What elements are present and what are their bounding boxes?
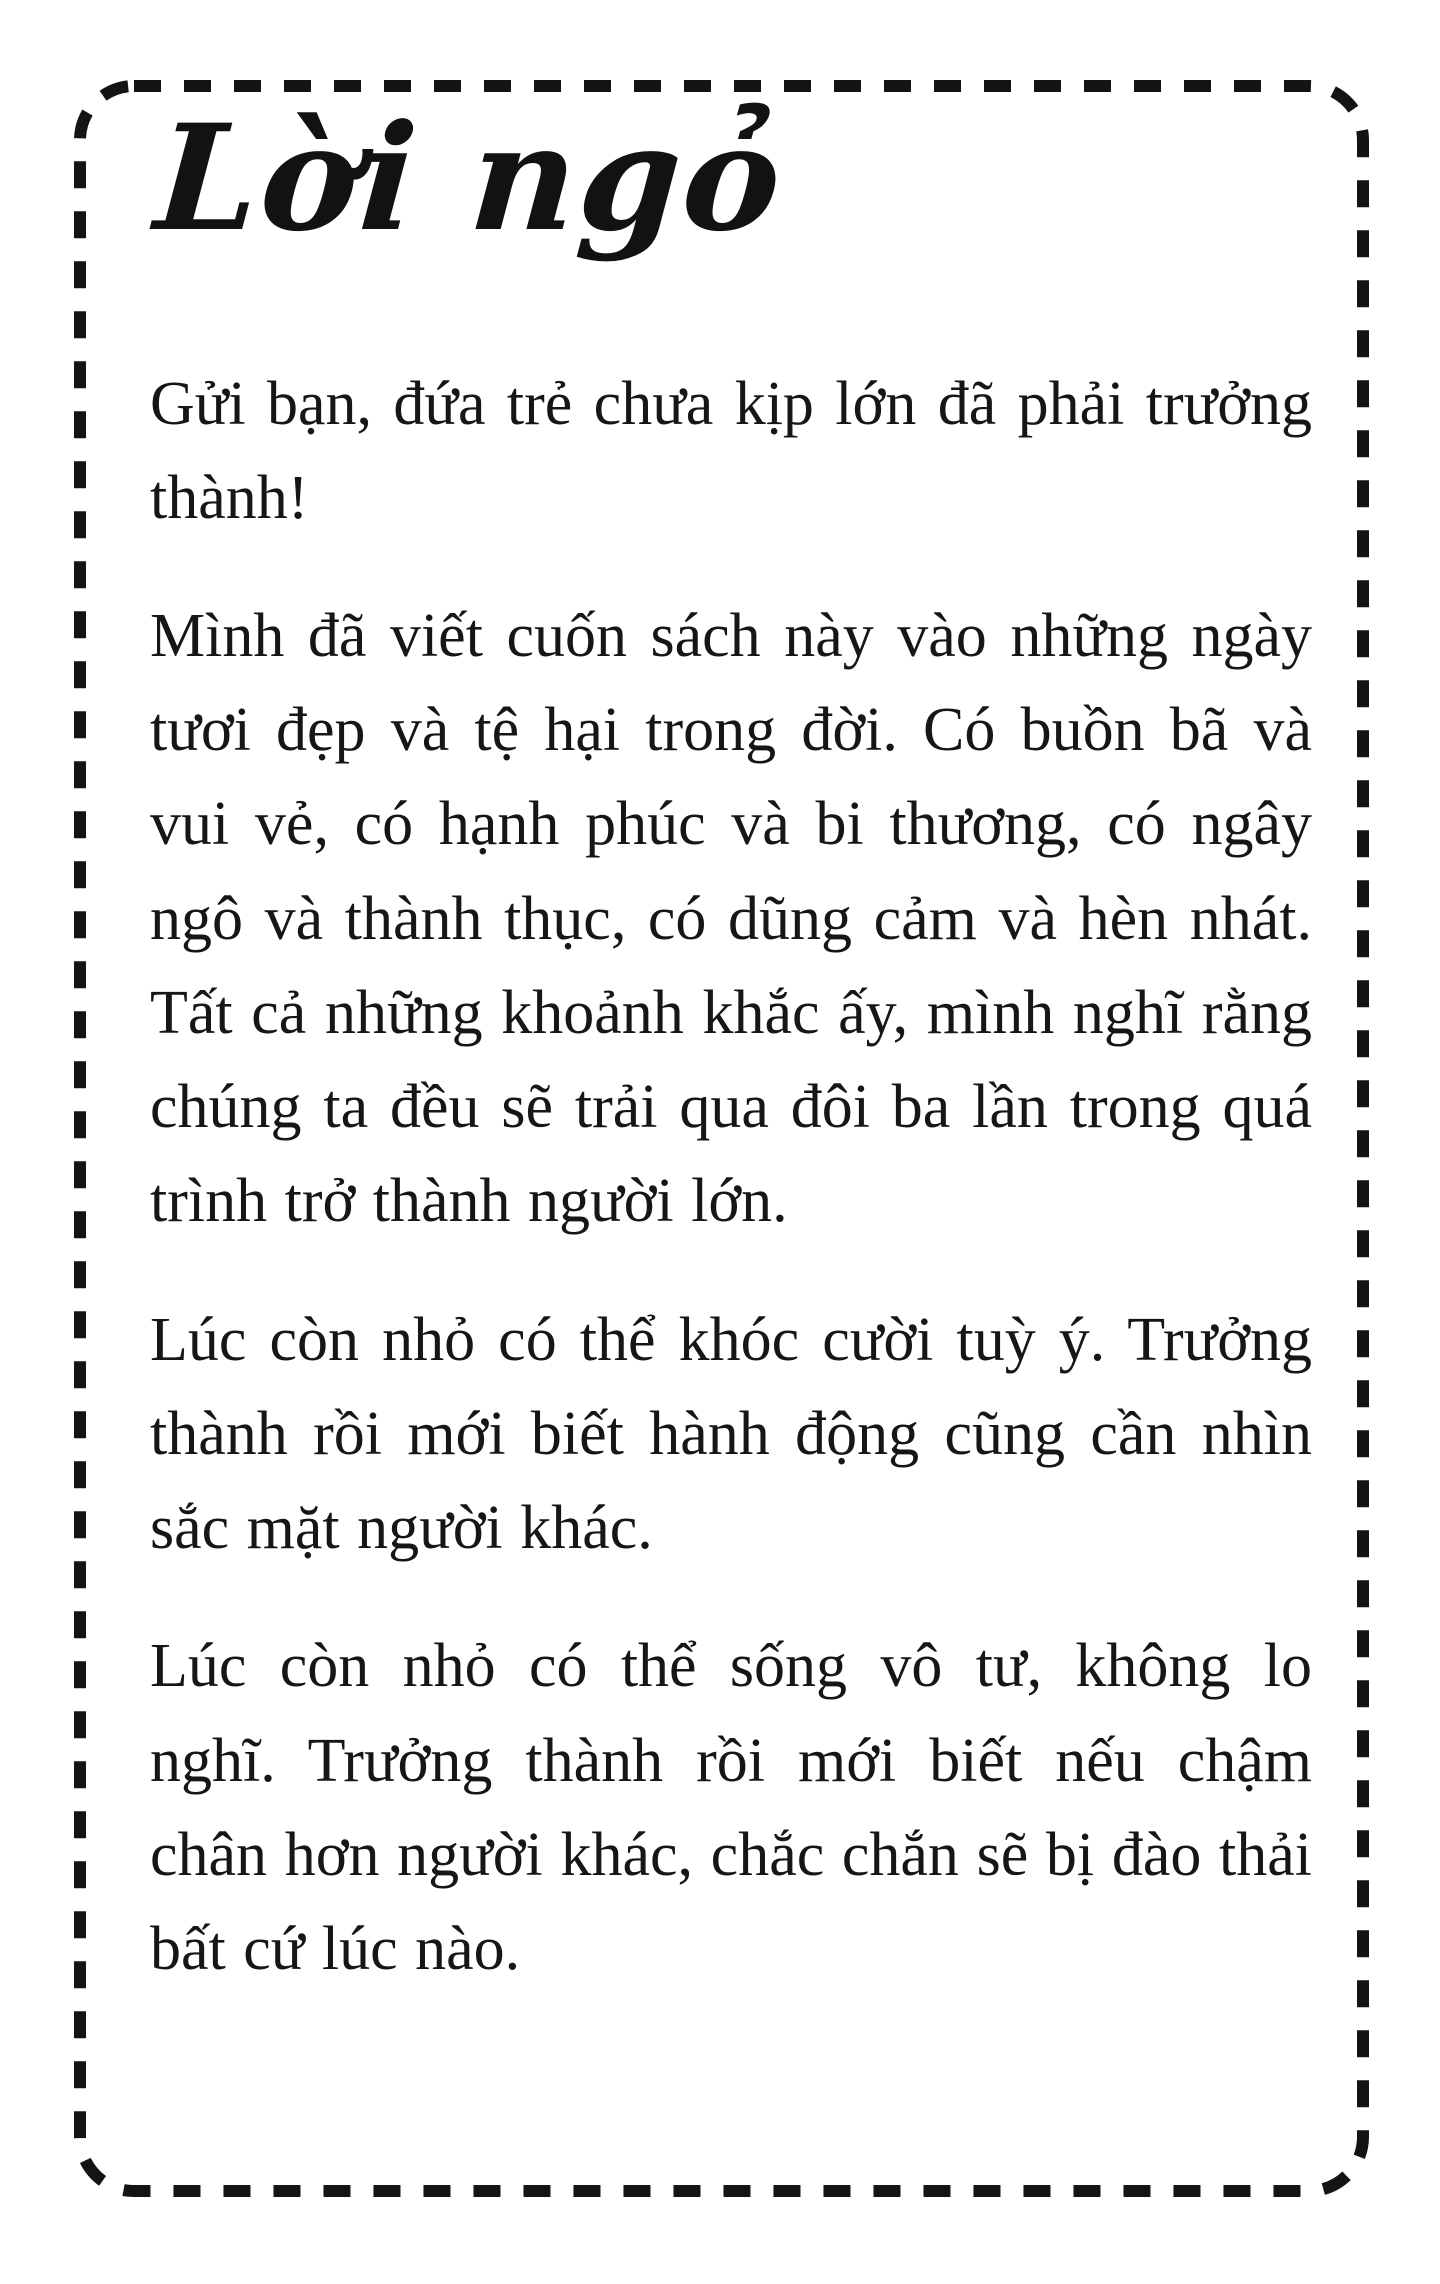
foreword-paragraph-carefree: Lúc còn nhỏ có thể sống vô tư, không lo nghĩ. Trưởng thành rồi mới biết nếu chậm chân hơn người khác, chắc chắn sẽ bị đào thải bất cứ lúc nào.: [150, 1632, 1312, 1984]
foreword-text: [150, 357, 1312, 1997]
foreword-paragraph-crying: Lúc còn nhỏ có thể khóc cười tuỳ ý. Trưởng thành rồi mới biết hành động cũng cần nhìn sắc mặt người khác.: [150, 1305, 1312, 1563]
page-content: [150, 88, 1312, 1996]
foreword-paragraph-writing: Mình đã viết cuốn sách này vào những ngày tươi đẹp và tệ hại trong đời. Có buồn bã và vui vẻ, có hạnh phúc và bi thương, có ngây ngô và thành thục, có dũng cảm và hèn nhát. Tất cả những khoảnh khắc ấy, mình nghĩ rằng chúng ta đều sẽ trải qua đôi ba lần trong quá trình trở thành người lớn.: [150, 601, 1312, 1236]
foreword-paragraph-greeting: Gửi bạn, đứa trẻ chưa kịp lớn đã phải trưởng thành!: [150, 369, 1312, 532]
page-title: Lời ngỏ: [150, 93, 789, 264]
